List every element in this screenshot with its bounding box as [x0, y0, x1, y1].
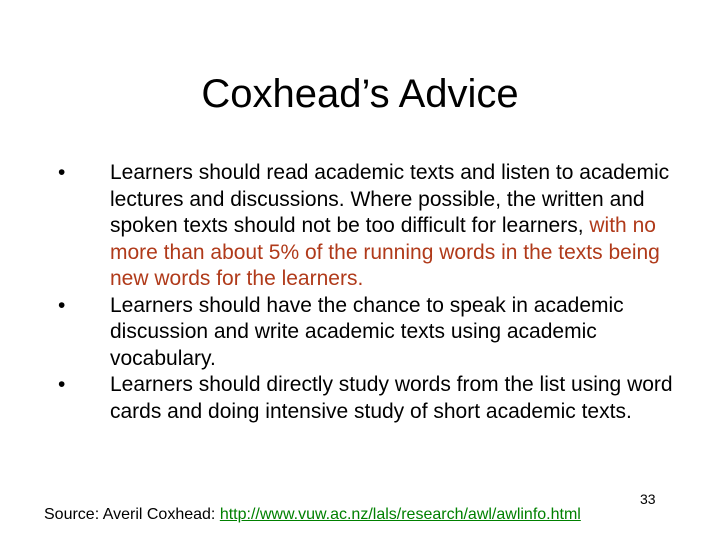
source-link[interactable]: http://www.vuw.ac.nz/lals/research/awl/awlinfo.html [219, 506, 581, 523]
bullet-text: Learners should have the chance to speak in academic discussion and write academic texts using academic vocabulary. [110, 293, 624, 370]
bullet-text: Learners should read academic texts and listen to academic lectures and discussions. Where possible, the written and spoken texts should not be too difficult for learners, [110, 161, 670, 237]
bullet-item [58, 372, 698, 425]
source-line [44, 504, 581, 526]
bullet-dot: • [58, 293, 66, 317]
bullet-dot: • [58, 373, 66, 396]
bullet-dot: • [58, 161, 66, 184]
source-label: Source: Averil Coxhead: [44, 506, 220, 523]
bullet-text: Learners should directly study words from the list using word cards and doing intensive study of short academic texts. [110, 373, 673, 423]
bullet-text-highlight: with no more than about 5% of the running words in the texts being new words for the learners. [110, 214, 660, 290]
bullet-list [58, 160, 698, 425]
slide-title: Coxhead’s Advice [201, 72, 519, 116]
bullet-item [58, 160, 698, 293]
bullet-item [58, 293, 698, 373]
page-number: 33 [640, 491, 656, 507]
